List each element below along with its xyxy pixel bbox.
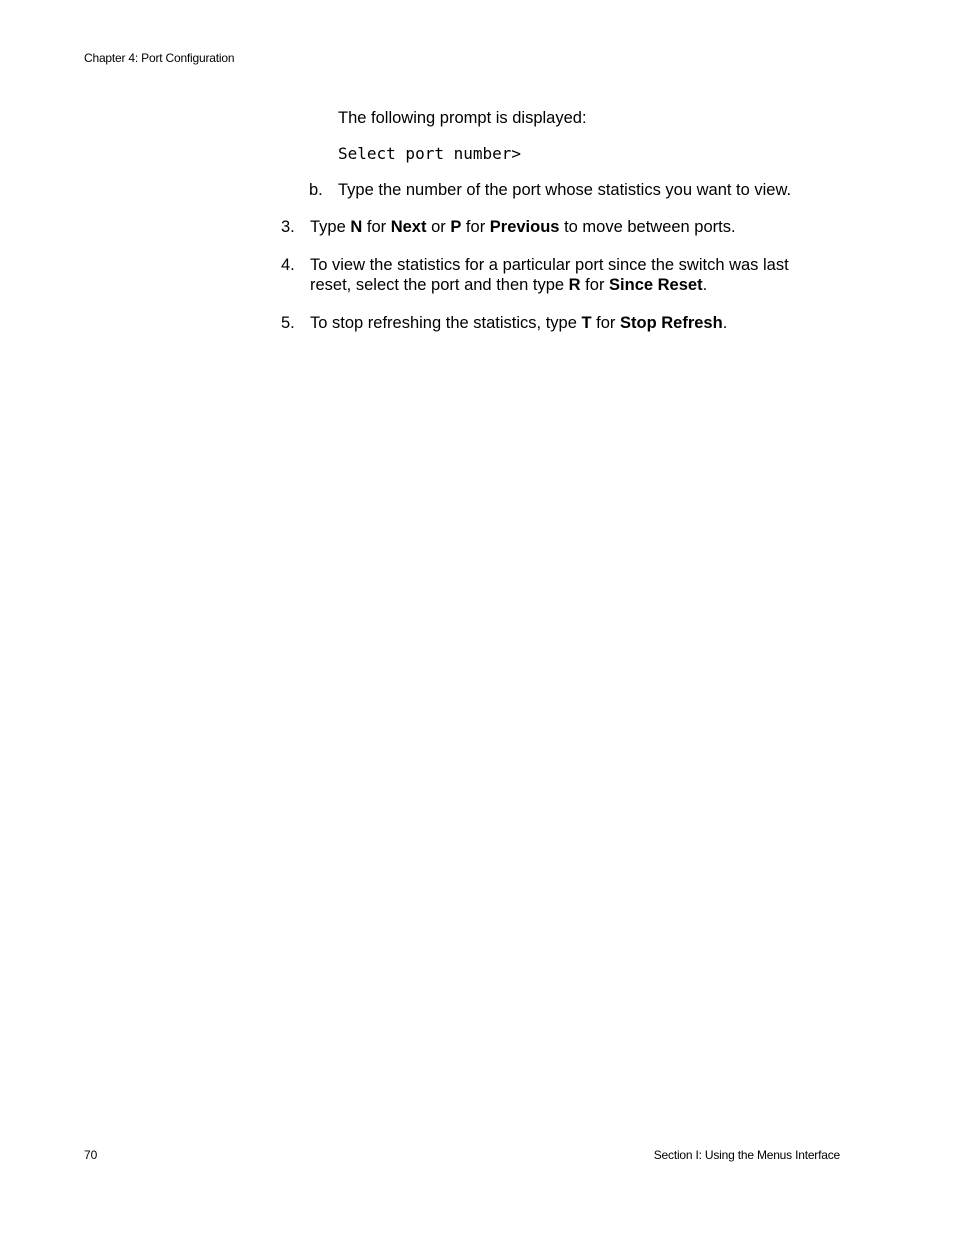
step-5-marker: 5.	[281, 314, 295, 332]
key-r: R	[568, 276, 581, 294]
step-3-text-part: or	[426, 218, 451, 236]
step-3-marker: 3.	[281, 218, 295, 236]
step-5-text-part: .	[722, 314, 728, 332]
step-b-marker: b.	[309, 181, 323, 199]
step-5-text-part: for	[591, 314, 620, 332]
option-since-reset: Since Reset	[609, 276, 703, 294]
option-stop-refresh: Stop Refresh	[620, 314, 723, 332]
step-4-line-1: To view the statistics for a particular port since the switch was last	[310, 256, 789, 274]
key-p: P	[450, 218, 462, 236]
step-3-text-part: for	[461, 218, 490, 236]
step-4-text-part: .	[702, 276, 708, 294]
footer-section-title: Section I: Using the Menus Interface	[653, 1148, 840, 1162]
step-4-line-2	[310, 275, 707, 295]
key-n: N	[350, 218, 363, 236]
step-4-text-part: for	[580, 276, 610, 294]
step-4-marker: 4.	[281, 256, 295, 274]
step-4-text-part: reset, select the port and then type	[310, 276, 569, 294]
step-3-text	[310, 217, 736, 237]
option-previous: Previous	[489, 218, 560, 236]
prompt-intro-text: The following prompt is displayed:	[338, 109, 587, 127]
step-3-text-part: for	[362, 218, 391, 236]
step-5-text-part: To stop refreshing the statistics, type	[310, 314, 582, 332]
step-3-text-part: Type	[310, 218, 351, 236]
running-header-chapter: Chapter 4: Port Configuration	[84, 51, 235, 65]
prompt-code-sample: Select port number>	[338, 144, 522, 163]
step-5-text	[310, 313, 727, 333]
step-3-text-part: to move between ports.	[559, 218, 736, 236]
option-next: Next	[390, 218, 427, 236]
key-t: T	[581, 314, 592, 332]
step-b-text: Type the number of the port whose statistics you want to view.	[338, 181, 792, 199]
footer-page-number: 70	[84, 1148, 98, 1162]
